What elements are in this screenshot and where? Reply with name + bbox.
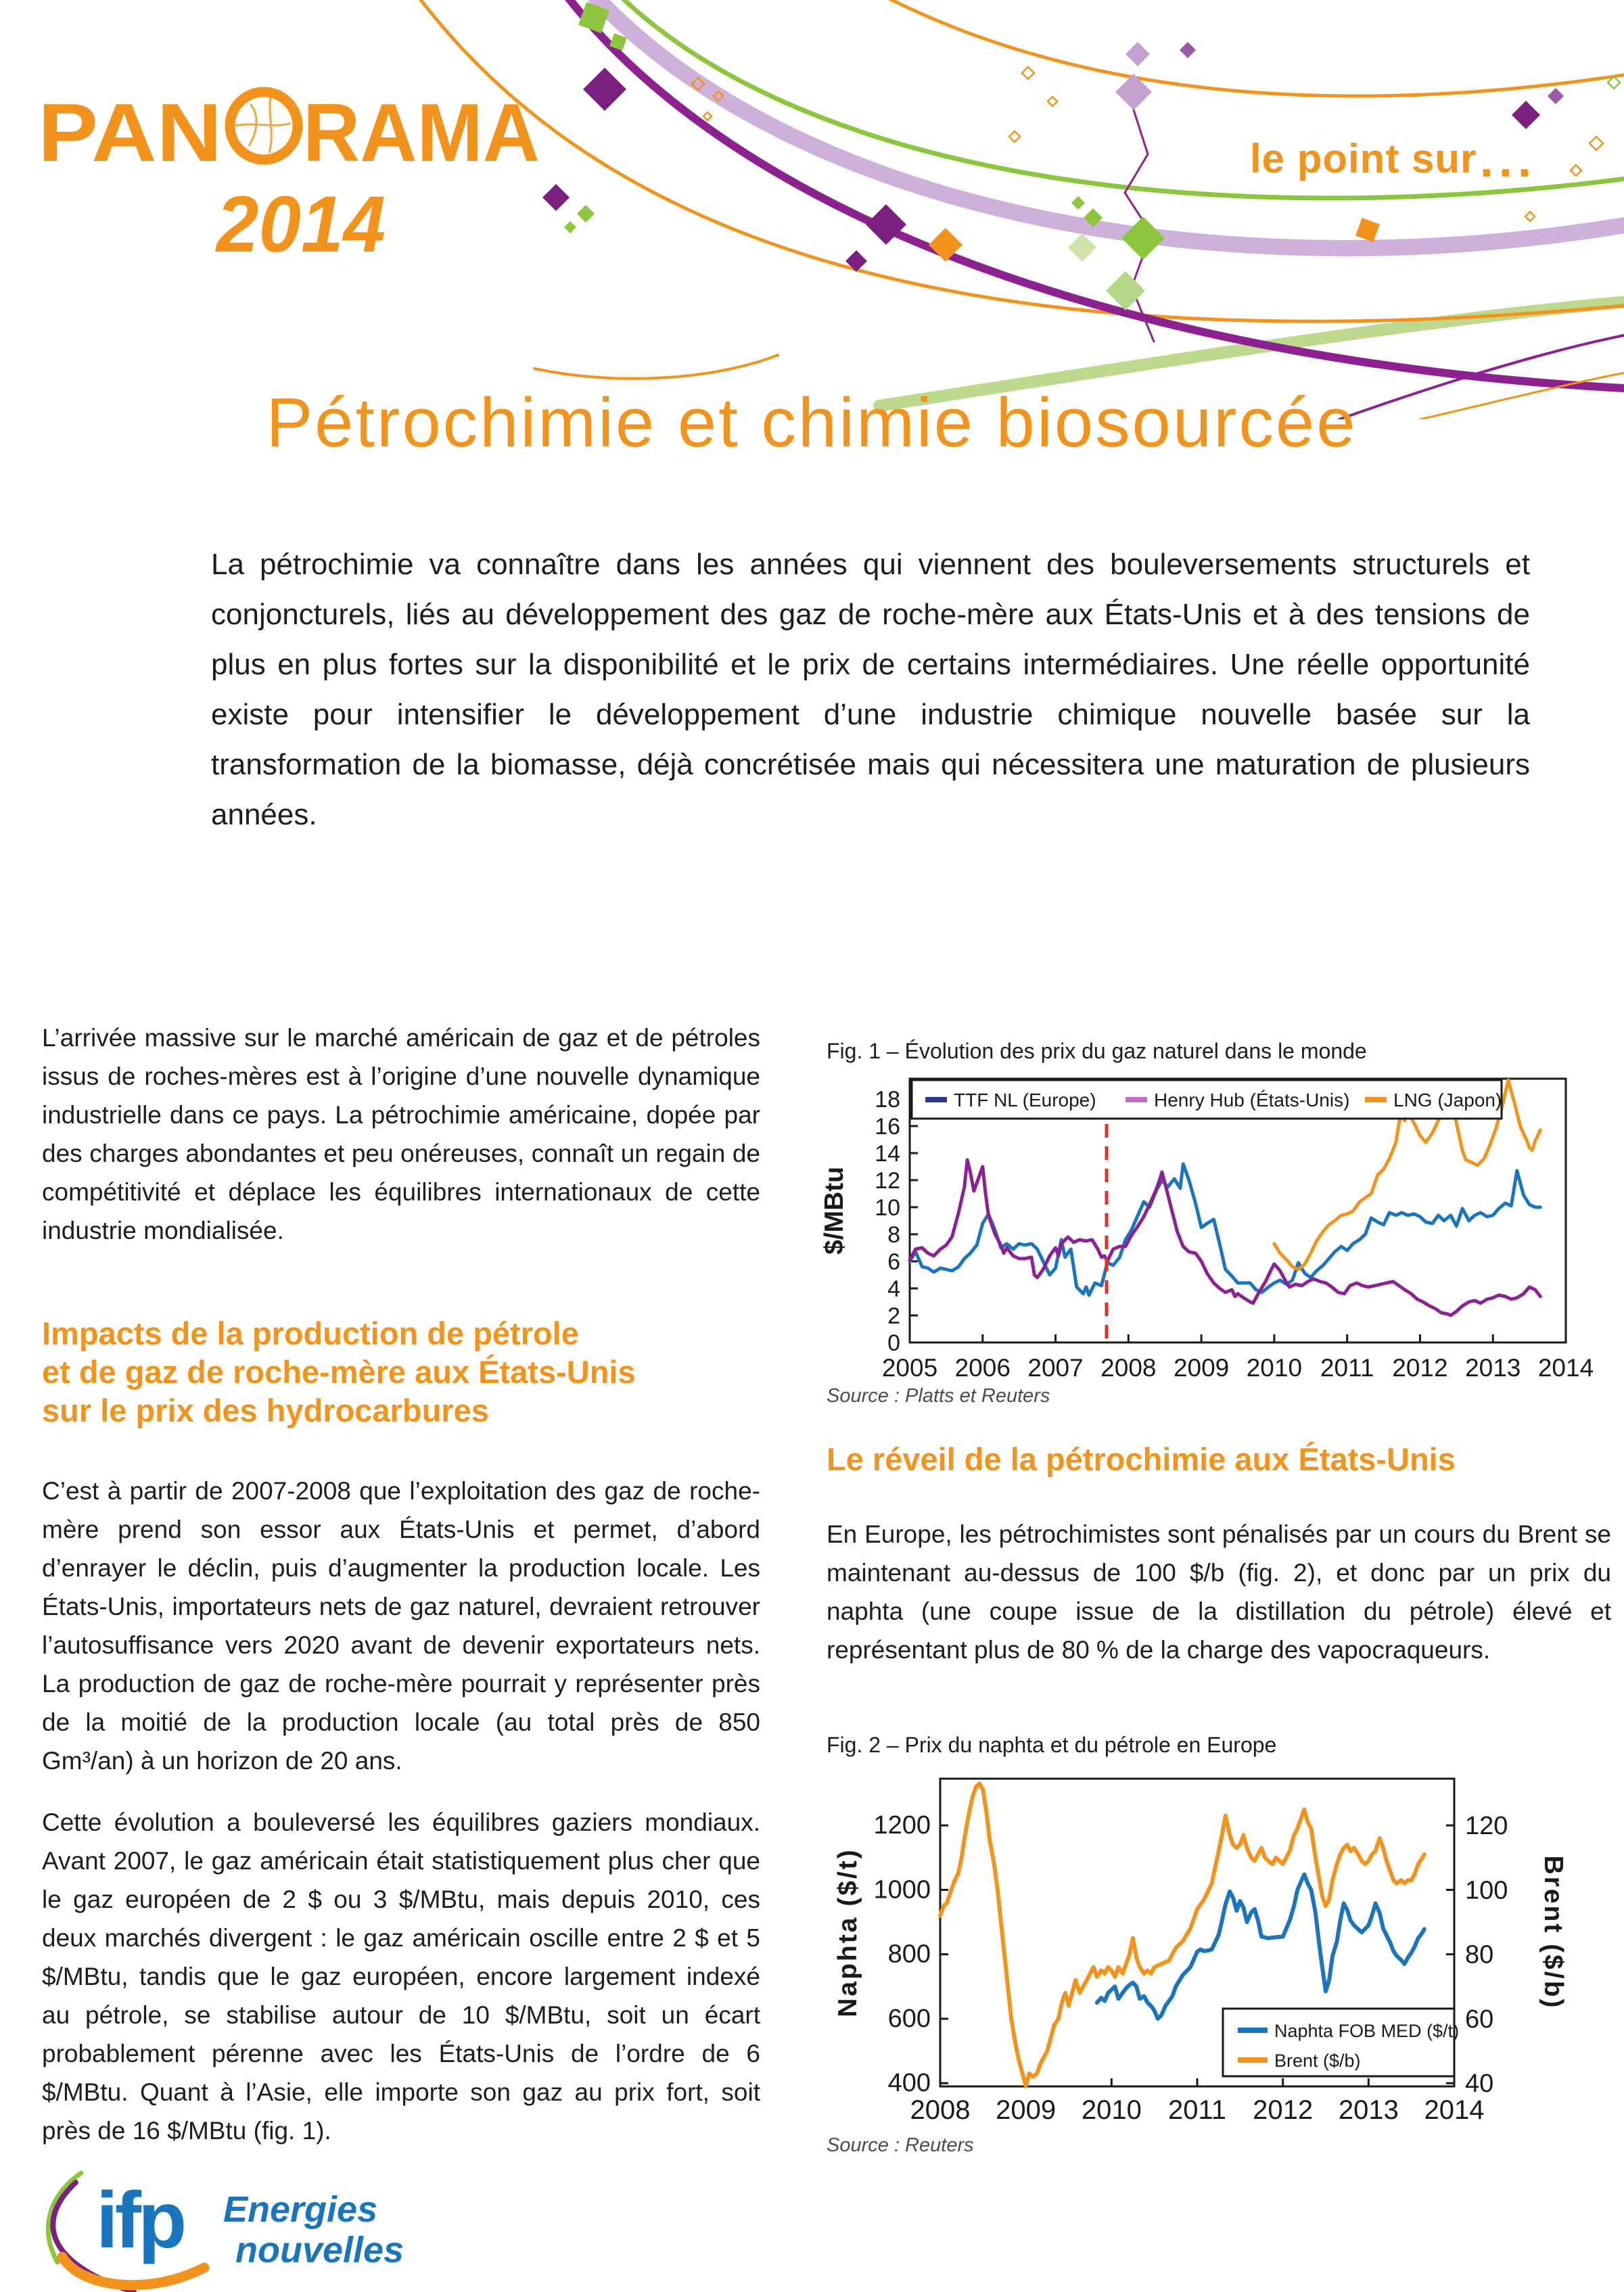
fig1-source: Source : Platts et Reuters bbox=[827, 1385, 1050, 1407]
svg-text:80: 80 bbox=[1465, 1940, 1494, 1969]
svg-text:6: 6 bbox=[887, 1249, 900, 1275]
svg-text:2013: 2013 bbox=[1465, 1354, 1521, 1382]
fig1-svg bbox=[798, 1055, 1624, 1407]
logo-year: 2014 bbox=[215, 180, 386, 269]
fig1-line-chart bbox=[798, 1055, 1624, 1407]
svg-text:2014: 2014 bbox=[1537, 1354, 1594, 1382]
svg-text:Brent ($/b): Brent ($/b) bbox=[1274, 2051, 1361, 2071]
heading-line: Impacts de la production de pétrole bbox=[42, 1315, 579, 1351]
left-paragraph-2: C’est à partir de 2007-2008 que l’exploitation des gaz de roche-mère prend son essor aux États-Unis et permet, d’abord d’enrayer le déclin, puis d’augmenter la production locale. Les États-Unis, importateurs nets de gaz naturel, devraient retrouver l’autosuffisance vers 2020 avant de devenir exportateurs nets. La production de gaz de roche-mère pourrait y représenter près de la moitié de la production locale (au total près de 850 Gm³/an) à un horizon de 20 ans. bbox=[42, 1477, 760, 1775]
svg-text:40: 40 bbox=[1465, 2069, 1494, 2099]
fig1-caption: Fig. 1 – Évolution des prix du gaz naturel dans le monde bbox=[827, 1039, 1367, 1063]
svg-text:2012: 2012 bbox=[1392, 1354, 1448, 1382]
tagline bbox=[1250, 133, 1537, 188]
tagline-text: le point sur bbox=[1250, 136, 1477, 181]
ifp-energies-nouvelles-logo bbox=[20, 2161, 494, 2292]
page-title: Pétrochimie et chimie biosourcée bbox=[266, 383, 1358, 461]
section-heading-reveil: Le réveil de la pétrochimie aux États-Unis bbox=[827, 1441, 1456, 1477]
fig2-svg bbox=[798, 1725, 1624, 2144]
svg-text:10: 10 bbox=[875, 1195, 900, 1221]
section-heading-impacts bbox=[42, 1314, 793, 1430]
svg-text:12: 12 bbox=[875, 1168, 900, 1194]
svg-text:2009: 2009 bbox=[1173, 1354, 1230, 1382]
svg-text:4: 4 bbox=[887, 1276, 900, 1302]
logo-text-rama: RAMA bbox=[303, 87, 540, 179]
svg-text:LNG (Japon): LNG (Japon) bbox=[1393, 1090, 1502, 1110]
svg-text:1000: 1000 bbox=[873, 1875, 931, 1904]
left-paragraph-1: L’arrivée massive sur le marché américain de gaz et de pétroles issus de roches-mères est à l’origine d’une nouvelle dynamique industrielle dans ce pays. La pétrochimie américaine, dopée par des charges abondantes et peu onéreuses, connaît un regain de compétitivité et déplace les équilibres internationaux de cette industrie mondialisée. bbox=[42, 1024, 760, 1244]
tagline-dots-icon: ... bbox=[1479, 133, 1537, 187]
svg-text:2013: 2013 bbox=[1338, 2095, 1399, 2125]
svg-text:2011: 2011 bbox=[1167, 2095, 1227, 2125]
svg-text:Naphta ($/t): Naphta ($/t) bbox=[833, 1848, 862, 2017]
svg-text:$/MBtu: $/MBtu bbox=[820, 1167, 849, 1255]
svg-text:2006: 2006 bbox=[954, 1354, 1011, 1382]
svg-text:TTF NL (Europe): TTF NL (Europe) bbox=[954, 1090, 1096, 1110]
svg-text:18: 18 bbox=[875, 1087, 900, 1113]
logo-ifp-text: ifp bbox=[96, 2176, 184, 2265]
svg-text:Brent ($/b): Brent ($/b) bbox=[1539, 1855, 1568, 2010]
svg-text:0: 0 bbox=[887, 1330, 900, 1356]
svg-text:2011: 2011 bbox=[1320, 1354, 1374, 1382]
svg-text:2008: 2008 bbox=[1100, 1354, 1157, 1382]
heading-line: sur le prix des hydrocarbures bbox=[42, 1393, 489, 1428]
svg-text:2010: 2010 bbox=[1246, 1354, 1303, 1382]
fig2-source: Source : Reuters bbox=[827, 2134, 974, 2156]
svg-text:2009: 2009 bbox=[996, 2095, 1057, 2125]
svg-text:2007: 2007 bbox=[1027, 1354, 1084, 1382]
svg-text:Henry Hub (États-Unis): Henry Hub (États-Unis) bbox=[1154, 1090, 1350, 1110]
intro-paragraph: La pétrochimie va connaître dans les années qui viennent des bouleversements structurels et conjoncturels, liés au développement des gaz de roche-mère aux États-Unis et à des tensions de plus en plus fortes sur la disponibilité et le prix de certains intermédiaires. Une réelle opportunité existe pour intensifier le développement d’une industrie chimique nouvelle basée sur la transformation de la biomasse, déjà concrétisée mais qui nécessitera une maturation de plusieurs années. bbox=[211, 548, 1530, 831]
svg-text:2010: 2010 bbox=[1081, 2095, 1142, 2125]
svg-text:2005: 2005 bbox=[881, 1354, 938, 1382]
svg-text:2014: 2014 bbox=[1424, 2095, 1485, 2125]
svg-text:2012: 2012 bbox=[1253, 2095, 1314, 2125]
svg-text:14: 14 bbox=[875, 1141, 900, 1167]
left-paragraph-3: Cette évolution a bouleversé les équilibres gaziers mondiaux. Avant 2007, le gaz américain était statistiquement plus cher que le gaz européen de 2 $ ou 3 $/MBtu, mais depuis 2010, ces deux marchés divergent : le gaz américain oscille entre 2 $ et 5 $/MBtu, tandis que le gaz européen, encore largement indexé au pétrole, se stabilise autour de 10 $/MBtu, soit un écart probablement pérenne avec les États-Unis de l’ordre de 6 $/MBtu. Quant à l’Asie, elle importe son gaz au prix fort, soit près de 16 $/MBtu (fig. 1). bbox=[42, 1808, 760, 2145]
svg-text:60: 60 bbox=[1465, 2005, 1494, 2034]
panorama-logo bbox=[32, 81, 547, 271]
svg-text:2008: 2008 bbox=[910, 2095, 971, 2125]
svg-text:Naphta FOB MED ($/t): Naphta FOB MED ($/t) bbox=[1274, 2021, 1460, 2041]
svg-text:400: 400 bbox=[887, 2069, 931, 2098]
svg-text:100: 100 bbox=[1465, 1876, 1508, 1905]
right-paragraph-1: En Europe, les pétrochimistes sont pénalisés par un cours du Brent se maintenant au-dessus de 100 $/b (fig. 2), et donc par un prix du naphta (une coupe issue de la distillation du pétrole) élevé et représentant plus de 80 % de la charge des vapocraqueurs. bbox=[827, 1520, 1611, 1664]
svg-text:8: 8 bbox=[887, 1222, 900, 1248]
globe-icon bbox=[230, 92, 298, 160]
svg-text:2: 2 bbox=[887, 1303, 900, 1329]
svg-text:1200: 1200 bbox=[873, 1811, 931, 1840]
svg-text:800: 800 bbox=[887, 1940, 931, 1969]
logo-text-pan: PAN bbox=[38, 87, 222, 179]
logo-nouvelles-text: nouvelles bbox=[235, 2230, 404, 2270]
fig2-line-chart bbox=[798, 1725, 1624, 2144]
svg-text:16: 16 bbox=[875, 1114, 900, 1140]
fig2-caption: Fig. 2 – Prix du naphta et du pétrole en Europe bbox=[827, 1733, 1277, 1757]
heading-line: et de gaz de roche-mère aux États-Unis bbox=[42, 1354, 636, 1390]
svg-text:120: 120 bbox=[1465, 1812, 1508, 1841]
logo-energies-text: Energies bbox=[223, 2189, 378, 2230]
svg-text:600: 600 bbox=[887, 2004, 931, 2033]
